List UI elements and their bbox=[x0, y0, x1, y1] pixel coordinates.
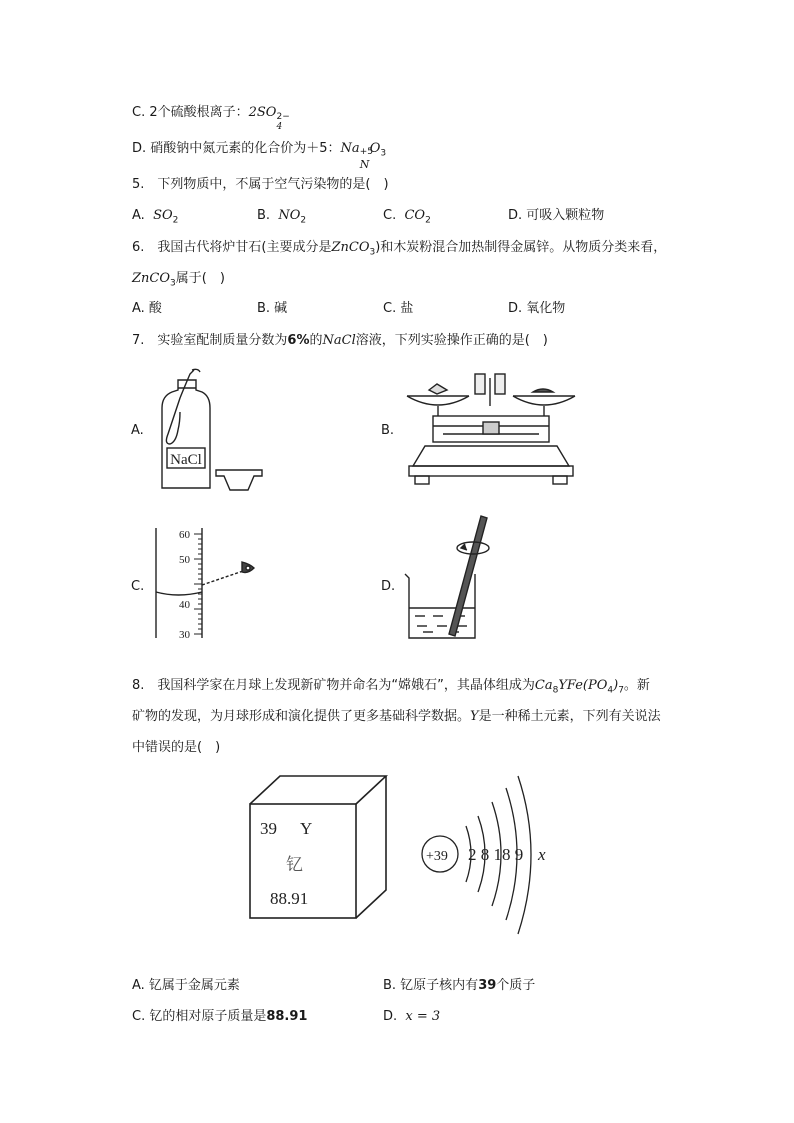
cell-atomic-number: 39 bbox=[260, 819, 277, 838]
cell-atomic-mass: 88.91 bbox=[270, 889, 309, 908]
bottle-label: NaCl bbox=[170, 452, 202, 468]
q6-stem-line1: 6. 我国古代将炉甘石(主要成分是ZnCO$_3$)和木炭粉混合加热制得金属锌。从物质分类来看， bbox=[132, 240, 667, 258]
q8-stem-line1: 8. 我国科学家在月球上发现新矿物并命名为“嫦娥石”，其晶体组成为$Ca_8YFe(PO_4)_7$。新 bbox=[132, 678, 650, 696]
q7-label-b: B. bbox=[381, 423, 395, 438]
q8-option-b: B. 钇原子核内有39个质子 bbox=[383, 978, 536, 993]
atom-structure-diagram bbox=[418, 760, 558, 940]
cyl-tick-60: 60 bbox=[179, 529, 190, 541]
q8-option-a: A. 钇属于金属元素 bbox=[132, 978, 240, 993]
figure-a-reagent-bottle bbox=[150, 368, 270, 492]
element-cell-yttrium bbox=[248, 774, 388, 920]
electron-shell-x: x bbox=[538, 845, 546, 864]
q6-option-c: C. 盐 bbox=[383, 301, 414, 316]
cyl-tick-50: 50 bbox=[179, 554, 190, 566]
q7-label-a: A. bbox=[131, 423, 144, 438]
q5-option-c: C. $CO_2$ bbox=[383, 208, 431, 226]
q7-label-d: D. bbox=[381, 579, 396, 594]
electron-shells: 2 8 18 9 bbox=[468, 845, 524, 864]
cell-element-name: 钇 bbox=[286, 855, 303, 875]
q6-stem-line2: ZnCO$_3$属于( ) bbox=[132, 271, 225, 289]
q6-option-a: A. 酸 bbox=[132, 301, 162, 316]
cell-symbol: Y bbox=[300, 819, 313, 838]
q8-stem-line3: 中错误的是( ) bbox=[132, 740, 221, 755]
figure-c-graduated-cylinder bbox=[150, 528, 270, 642]
q5-option-d: D. 可吸入颗粒物 bbox=[508, 208, 605, 223]
q5-option-b: B. $NO_2$ bbox=[257, 208, 307, 226]
figure-d-beaker-stirring bbox=[403, 512, 493, 642]
q4-option-c: C. 2个硫酸根离子：2SO 2− 4 bbox=[132, 105, 290, 132]
q8-option-d: D. x = 3 bbox=[383, 1009, 441, 1024]
nucleus-charge: +39 bbox=[426, 849, 448, 864]
q8-stem-line2: 矿物的发现，为月球形成和演化提供了更多基础科学数据。Y是一种稀土元素，下列有关说法 bbox=[132, 709, 661, 724]
q8-option-c: C. 钇的相对原子质量是88.91 bbox=[132, 1009, 308, 1024]
q6-option-b: B. 碱 bbox=[257, 301, 288, 316]
q6-option-d: D. 氧化物 bbox=[508, 301, 566, 316]
q4-option-d: D. 硝酸钠中氮元素的化合价为＋5：Na +5 N $O_3$ bbox=[132, 141, 387, 171]
q7-label-c: C. bbox=[131, 579, 145, 594]
q7-stem: 7. 实验室配制质量分数为6%的NaCl溶液，下列实验操作正确的是( ) bbox=[132, 333, 548, 348]
q5-stem: 5. 下列物质中，不属于空气污染物的是( ) bbox=[132, 177, 389, 192]
cyl-tick-40: 40 bbox=[179, 599, 190, 611]
cyl-tick-30: 30 bbox=[179, 629, 190, 641]
q5-option-a: A. $SO_2$ bbox=[132, 208, 179, 226]
figure-b-balance bbox=[403, 370, 578, 488]
